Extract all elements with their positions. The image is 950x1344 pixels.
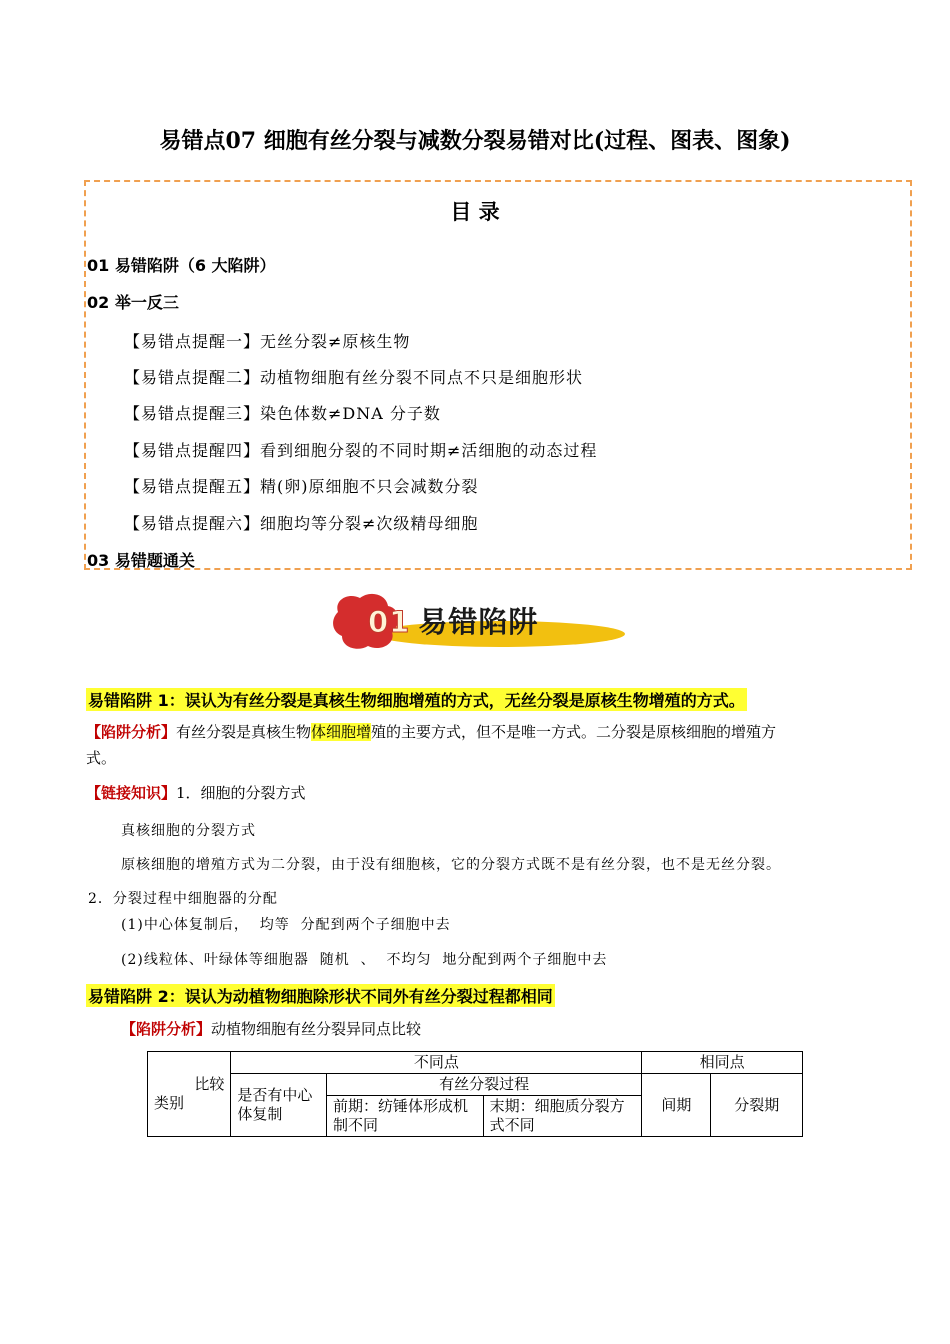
header-differences: 不同点 [231, 1052, 642, 1074]
organelle-random-distribution: (2)线粒体、叶绿体等细胞器 随机 、 不均匀 地分配到两个子细胞中去 [121, 952, 608, 968]
link-label: 【链接知识】 [86, 784, 177, 802]
analysis-label-2: 【陷阱分析】 [121, 1020, 212, 1038]
prophase-cell: 前期：纺锤体形成机制不同 [326, 1096, 483, 1137]
trap-1-analysis [86, 719, 876, 771]
banner-number: 01 [368, 605, 411, 639]
toc-item-2[interactable]: 【易错点提醒二】动植物细胞有丝分裂不同点不只是细胞形状 [124, 368, 584, 387]
corner-cell [148, 1052, 231, 1137]
toc-item-5[interactable]: 【易错点提醒五】精(卵)原细胞不只会减数分裂 [124, 477, 479, 496]
trap-2-analysis [121, 1016, 421, 1042]
centriole-cell: 是否有中心体复制 [231, 1074, 327, 1137]
analysis-text-b: 殖的主要方式，但不是唯一方式。二分裂是原核细胞的增殖方 [371, 723, 777, 741]
section-banner-title [368, 600, 538, 641]
link-knowledge-1 [86, 780, 306, 806]
prokaryote-division-line: 原核细胞的增殖方式为二分裂，由于没有细胞核，它的分裂方式既不是有丝分裂，也不是无丝分裂。 [121, 857, 781, 873]
toc-heading: 目 录 [450, 200, 500, 224]
division-phase-cell: 分裂期 [711, 1074, 803, 1137]
analysis-label: 【陷阱分析】 [86, 723, 177, 741]
toc-section-exercises[interactable]: 03 易错题通关 [87, 551, 195, 570]
interphase-cell: 间期 [642, 1074, 711, 1137]
comparison-table [147, 1051, 803, 1137]
analysis-text-c: 式。 [86, 749, 117, 767]
process-header: 有丝分裂过程 [326, 1074, 641, 1096]
banner-label: 易错陷阱 [418, 605, 539, 639]
toc-item-4[interactable]: 【易错点提醒四】看到细胞分裂的不同时期≠活细胞的动态过程 [124, 441, 598, 460]
corner-category: 类别 [154, 1094, 185, 1112]
toc-item-3[interactable]: 【易错点提醒三】染色体数≠DNA 分子数 [124, 404, 441, 423]
toc-item-1[interactable]: 【易错点提醒一】无丝分裂≠原核生物 [124, 332, 411, 351]
organelle-distribution-heading: 2．分裂过程中细胞器的分配 [88, 891, 278, 907]
link-1-text: 1．细胞的分裂方式 [176, 784, 306, 802]
page-title: 易错点07 细胞有丝分裂与减数分裂易错对比(过程、图表、图象) [159, 128, 791, 154]
centrosome-distribution: (1)中心体复制后， 均等 分配到两个子细胞中去 [121, 917, 451, 933]
analysis-text-a: 有丝分裂是真核生物 [176, 723, 312, 741]
analysis-text-2: 动植物细胞有丝分裂异同点比较 [211, 1020, 422, 1038]
trap-2-title: 易错陷阱 2：误认为动植物细胞除形状不同外有丝分裂过程都相同 [86, 984, 555, 1007]
toc-section-traps[interactable]: 01 易错陷阱（6 大陷阱） [87, 256, 276, 275]
telophase-cell: 末期：细胞质分裂方式不同 [483, 1096, 642, 1137]
trap-1-title: 易错陷阱 1：误认为有丝分裂是真核生物细胞增殖的方式，无丝分裂是原核生物增殖的方式。 [86, 688, 747, 711]
header-similarities: 相同点 [642, 1052, 803, 1074]
corner-compare: 比较 [194, 1075, 225, 1093]
analysis-highlight: 体细胞增 [311, 723, 372, 741]
toc-section-examples[interactable]: 02 举一反三 [87, 293, 179, 312]
toc-item-6[interactable]: 【易错点提醒六】细胞均等分裂≠次级精母细胞 [124, 514, 479, 533]
eukaryote-division-line: 真核细胞的分裂方式 [121, 823, 256, 839]
